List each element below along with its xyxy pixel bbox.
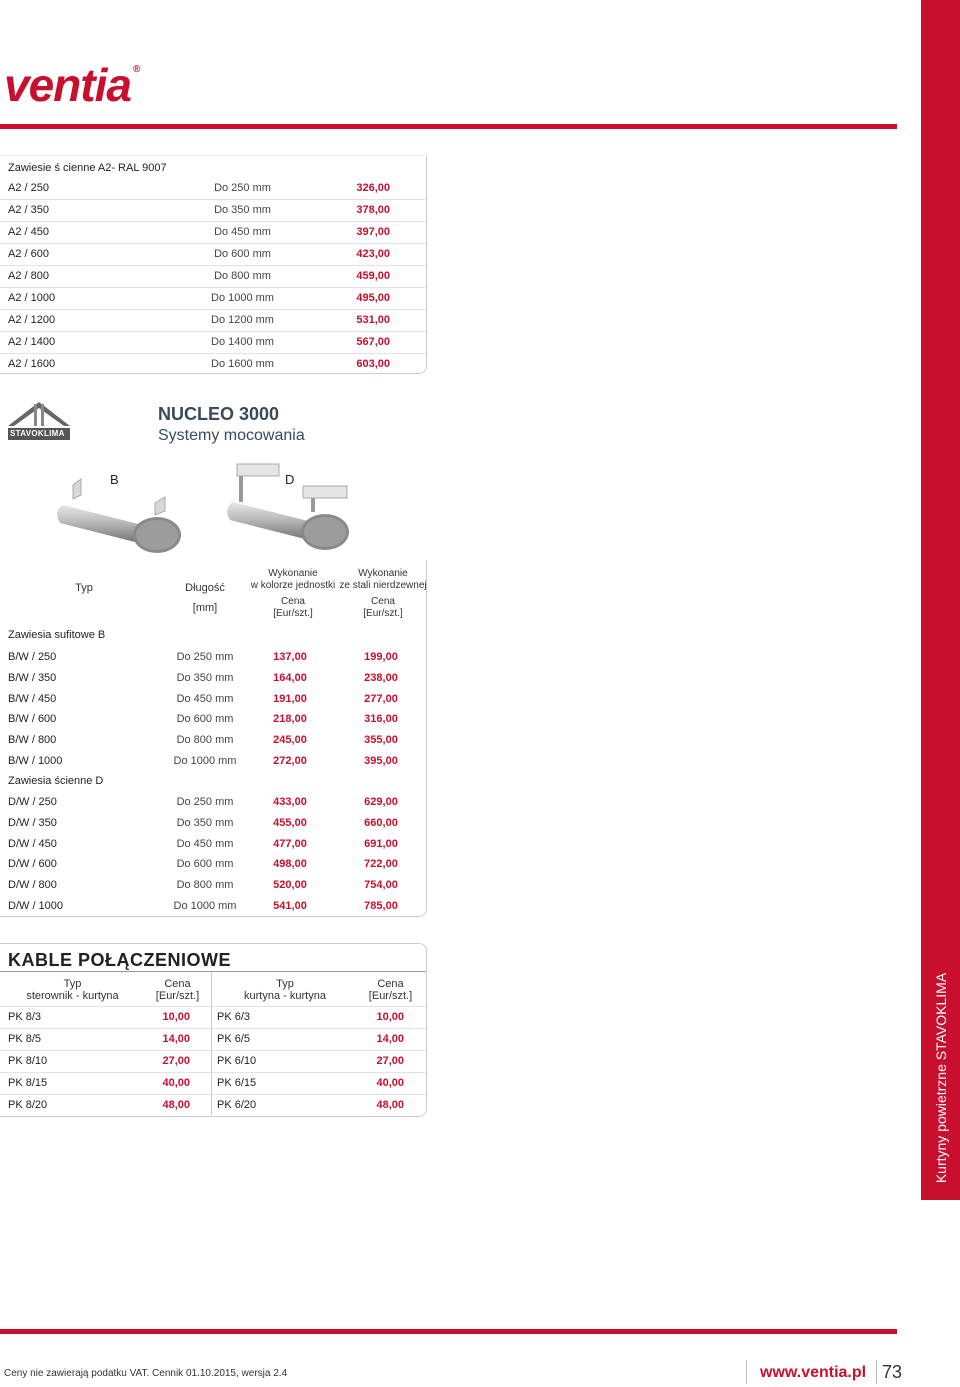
cable-price2: 40,00 — [376, 1077, 404, 1089]
row-price: 423,00 — [356, 248, 390, 260]
row-type: B/W / 450 — [8, 692, 57, 705]
row-price-unit-color: 245,00 — [273, 734, 307, 747]
row-length: Do 800 mm — [176, 734, 234, 747]
cable-header-price1: Cena [Eur/szt.] — [155, 978, 200, 1002]
row-type: A2 / 250 — [8, 182, 49, 194]
footer-note: Ceny nie zawierają podatku VAT. Cennik 01.10.2015, wersja 2.4 — [4, 1368, 288, 1379]
table-row — [0, 813, 426, 834]
figure-b-label: B — [110, 472, 119, 487]
nucleo-title: NUCLEO 3000 — [158, 404, 280, 424]
row-price-unit-color: 191,00 — [273, 692, 307, 705]
row-price: 531,00 — [356, 314, 390, 326]
footer-separator — [746, 1360, 747, 1384]
row-length: Do 1000 mm — [173, 900, 237, 912]
row-price-stainless: 238,00 — [364, 671, 398, 684]
row-length: Do 250 mm — [176, 796, 234, 808]
row-price-stainless: 785,00 — [364, 900, 398, 912]
table-row — [0, 222, 426, 243]
row-length: Do 350 mm — [176, 671, 234, 684]
row-price: 495,00 — [356, 292, 390, 304]
row-type: D/W / 450 — [8, 837, 57, 850]
col-header-stainless: Wykonanie ze stali nierdzewnej Cena [Eur/szt.] — [339, 568, 427, 619]
table-row — [0, 200, 426, 221]
row-price: 603,00 — [356, 358, 390, 370]
top-divider — [0, 124, 897, 129]
row-price-unit-color: 218,00 — [273, 713, 307, 726]
row-type: D/W / 1000 — [8, 900, 64, 912]
cable-header-price2: Cena [Eur/szt.] — [368, 978, 413, 1002]
row-price-stainless: 395,00 — [364, 755, 398, 767]
row-price: 397,00 — [356, 226, 390, 238]
row-type: B/W / 250 — [8, 651, 57, 663]
cable-type1: PK 8/15 — [8, 1077, 48, 1089]
row-divider — [0, 1006, 426, 1007]
table-row — [0, 875, 426, 896]
side-band-label: Kurtyny powietrzne STAVOKLIMA — [933, 972, 949, 1184]
figure-d-label: D — [285, 472, 295, 487]
row-type: A2 / 800 — [8, 270, 49, 282]
row-price-unit-color: 433,00 — [273, 796, 307, 808]
table-row — [0, 668, 426, 689]
row-type: B/W / 350 — [8, 671, 57, 684]
mount-price-table — [0, 560, 427, 917]
cable-price2: 10,00 — [376, 1011, 404, 1023]
cable-type2: PK 6/20 — [217, 1099, 257, 1111]
row-price-unit-color: 477,00 — [273, 837, 307, 850]
ventia-logo: ventia ® — [4, 59, 140, 111]
row-divider — [0, 1072, 426, 1073]
row-price: 567,00 — [356, 336, 390, 348]
section-ceiling-b: Zawiesia sufitowe B — [8, 629, 106, 641]
cable-price1: 27,00 — [162, 1055, 190, 1067]
row-price-unit-color: 455,00 — [273, 816, 307, 829]
row-length: Do 350 mm — [176, 816, 234, 829]
row-price-stainless: 277,00 — [364, 692, 398, 705]
row-price-unit-color: 272,00 — [273, 755, 307, 767]
table-row — [0, 689, 426, 710]
cables-title: KABLE POŁĄCZENIOWE — [8, 950, 231, 970]
row-type: A2 / 1200 — [8, 314, 56, 326]
cable-price1: 10,00 — [162, 1011, 190, 1023]
row-type: A2 / 1000 — [8, 292, 56, 304]
row-price-unit-color: 498,00 — [273, 858, 307, 871]
row-type: A2 / 450 — [8, 226, 49, 238]
row-length: Do 350 mm — [214, 204, 271, 216]
cable-price1: 48,00 — [162, 1099, 190, 1111]
row-type: A2 / 600 — [8, 248, 49, 260]
table-row — [0, 332, 426, 353]
row-type: B/W / 1000 — [8, 755, 63, 767]
stavoklima-logo — [8, 398, 70, 448]
cable-type1: PK 8/20 — [8, 1099, 48, 1111]
table-row — [0, 751, 426, 772]
row-type: A2 / 350 — [8, 204, 49, 216]
row-length: Do 600 mm — [214, 248, 271, 260]
row-type: D/W / 350 — [8, 816, 57, 829]
cable-price2: 27,00 — [376, 1055, 404, 1067]
table-row — [0, 709, 426, 730]
cable-type1: PK 8/3 — [8, 1011, 42, 1023]
table-row — [0, 730, 426, 751]
table-row — [0, 896, 426, 917]
row-price-stainless: 199,00 — [364, 651, 398, 663]
row-length: Do 800 mm — [214, 270, 271, 282]
table-row — [0, 647, 426, 668]
row-price-unit-color: 137,00 — [273, 651, 307, 663]
cables-title-underline — [0, 971, 426, 972]
section-wall-d: Zawiesia ścienne D — [8, 775, 104, 787]
cable-type2: PK 6/15 — [217, 1077, 257, 1089]
table-row — [0, 354, 426, 375]
mount-b-illustration — [55, 465, 185, 555]
row-price-stainless: 754,00 — [364, 879, 398, 892]
a2-table-title: Zawiesie ś cienne A2- RAL 9007 — [8, 162, 167, 174]
cable-type1: PK 8/10 — [8, 1055, 48, 1067]
bottom-divider — [0, 1329, 897, 1334]
row-length: Do 250 mm — [176, 651, 234, 663]
row-price: 378,00 — [356, 204, 390, 216]
row-type: D/W / 250 — [8, 796, 57, 808]
row-price-unit-color: 164,00 — [273, 671, 307, 684]
table-row — [0, 834, 426, 855]
cable-price1: 40,00 — [162, 1077, 190, 1089]
table-row — [0, 266, 426, 287]
table-row — [0, 1029, 426, 1050]
cable-header-type2: Typ kurtyna - kurtyna — [244, 978, 326, 1002]
row-length: Do 1000 mm — [211, 292, 274, 304]
cable-type2: PK 6/10 — [217, 1055, 257, 1067]
table-row — [0, 854, 426, 875]
row-price-stainless: 691,00 — [364, 837, 398, 850]
cable-type1: PK 8/5 — [8, 1033, 42, 1045]
row-price: 459,00 — [356, 270, 390, 282]
footer-url[interactable]: www.ventia.pl — [760, 1364, 867, 1381]
row-length: Do 1000 mm — [173, 755, 237, 767]
row-length: Do 600 mm — [176, 858, 234, 871]
cable-price2: 48,00 — [376, 1099, 404, 1111]
row-price: 326,00 — [356, 182, 390, 194]
cable-price1: 14,00 — [162, 1033, 190, 1045]
table-row — [0, 1095, 426, 1116]
side-band — [921, 0, 960, 1200]
a2-price-table — [0, 155, 427, 374]
row-type: B/W / 800 — [8, 734, 57, 747]
row-length: Do 450 mm — [176, 692, 234, 705]
page-number: 73 — [882, 1362, 903, 1382]
table-row — [0, 288, 426, 309]
stavoklima-logo-text: STAVOKLIMA — [10, 429, 65, 438]
row-type: D/W / 600 — [8, 858, 57, 871]
row-length: Do 450 mm — [214, 226, 271, 238]
cable-price2: 14,00 — [376, 1033, 404, 1045]
table-row — [0, 1073, 426, 1094]
row-price-unit-color: 541,00 — [273, 900, 307, 912]
table-row — [0, 244, 426, 265]
col-header-type: Typ — [75, 582, 93, 594]
footer-separator — [876, 1360, 877, 1384]
row-divider — [0, 1050, 426, 1051]
cable-type2: PK 6/5 — [217, 1033, 251, 1045]
row-type: A2 / 1400 — [8, 336, 56, 348]
row-length: Do 600 mm — [176, 713, 234, 726]
row-divider — [0, 1094, 426, 1095]
row-type: B/W / 600 — [8, 713, 57, 726]
row-price-unit-color: 520,00 — [273, 879, 307, 892]
col-header-unit-color: Wykonanie w kolorze jednostki Cena [Eur/szt.] — [250, 568, 336, 619]
table-row — [0, 310, 426, 331]
table-row — [0, 178, 426, 199]
row-price-stainless: 316,00 — [364, 713, 398, 726]
col-header-length: Długość [mm] — [185, 582, 225, 614]
row-length: Do 1200 mm — [211, 314, 274, 326]
row-length: Do 1400 mm — [211, 336, 274, 348]
row-length: Do 800 mm — [176, 879, 234, 892]
mount-d-illustration — [225, 458, 355, 554]
table-row — [0, 1007, 426, 1028]
cable-header-type1: Typ sterownik - kurtyna — [26, 978, 119, 1002]
table-row — [0, 1051, 426, 1072]
row-price-stainless: 660,00 — [364, 816, 398, 829]
row-length: Do 1600 mm — [211, 358, 274, 370]
cable-type2: PK 6/3 — [217, 1011, 251, 1023]
row-divider — [0, 1028, 426, 1029]
table-row — [0, 792, 426, 813]
row-length: Do 450 mm — [176, 837, 234, 850]
row-price-stainless: 722,00 — [364, 858, 398, 871]
nucleo-subtitle: Systemy mocowania — [158, 427, 305, 444]
row-length: Do 250 mm — [214, 182, 271, 194]
row-price-stainless: 355,00 — [364, 734, 398, 747]
row-type: A2 / 1600 — [8, 358, 56, 370]
row-type: D/W / 800 — [8, 879, 57, 892]
row-price-stainless: 629,00 — [364, 796, 398, 808]
